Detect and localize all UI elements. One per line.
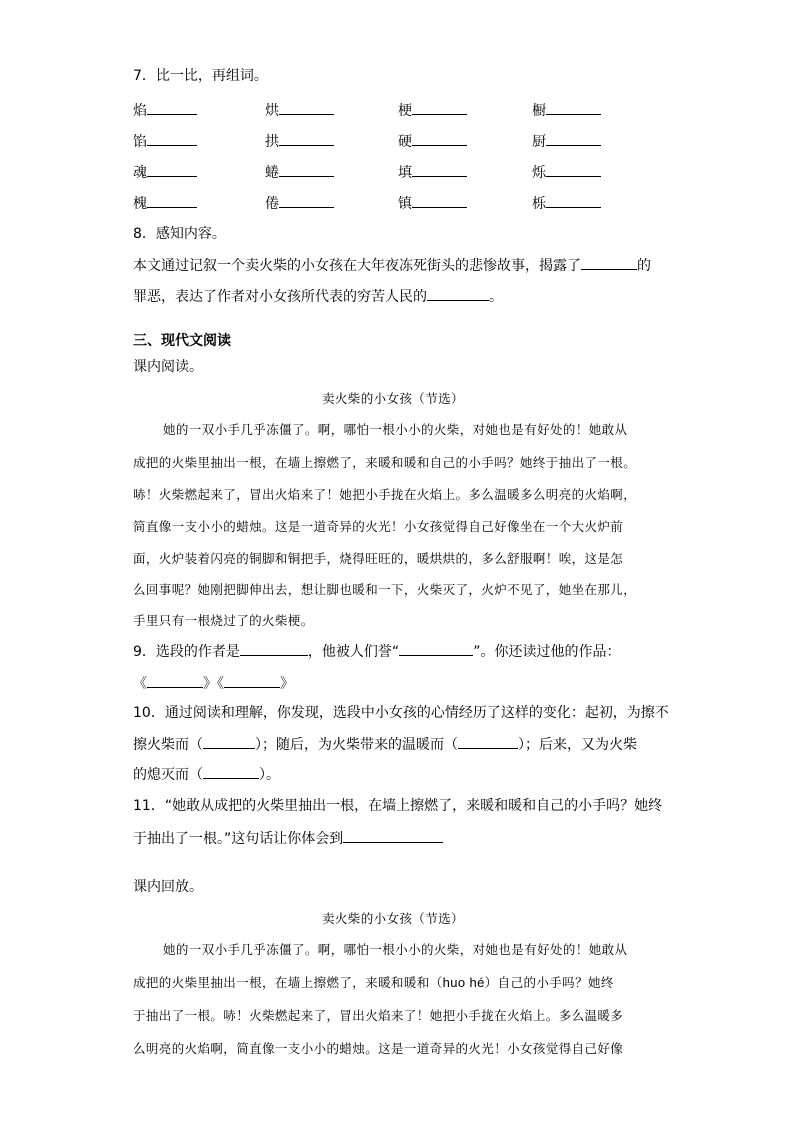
- answer-blank[interactable]: [412, 131, 467, 146]
- q8-line1: 本文通过记叙一个卖火柴的小女孩在大年夜冻死街头的悲惨故事，揭露了 的: [133, 255, 651, 276]
- passage-line: 么回事呢？她刚把脚伸出去，想让脚也暖和一下，火柴灭了，火炉不见了，她坐在那儿，: [133, 582, 637, 597]
- answer-blank[interactable]: [147, 162, 197, 177]
- answer-blank[interactable]: [546, 131, 601, 146]
- section-subheading: 课内阅读。: [133, 359, 203, 375]
- answer-blank[interactable]: [343, 828, 443, 843]
- section-heading: 三、现代文阅读: [133, 333, 231, 349]
- passage-line: 手里只有一根烧过了的火柴梗。: [133, 613, 314, 628]
- q10-line2: 擦火柴而（ ）；随后，为火柴带来的温暖而（ ）；后来，又为火柴: [133, 734, 637, 755]
- section-subheading: 课内回放。: [133, 879, 203, 895]
- q7-item: 魂: [133, 162, 197, 183]
- q10-line1: 10．通过阅读和理解，你发现，选段中小女孩的心情经历了这样的变化：起初，为擦不: [133, 705, 669, 721]
- q11-line1: 11．“她敢从成把的火柴里抽出一根，在墙上擦燃了，来暖和暖和自己的小手吗？她终: [133, 798, 663, 814]
- answer-blank[interactable]: [279, 131, 334, 146]
- passage-line: 面，火炉装着闪亮的铜脚和铜把手，烧得旺旺的，暖烘烘的，多么舒服啊！唉，这是怎: [133, 551, 624, 566]
- q7-item: 槐: [133, 193, 197, 214]
- answer-blank[interactable]: [224, 673, 280, 688]
- q7-item: 烘: [265, 100, 334, 121]
- answer-blank[interactable]: [147, 100, 197, 115]
- answer-blank[interactable]: [279, 193, 334, 208]
- answer-blank[interactable]: [412, 193, 467, 208]
- answer-blank[interactable]: [279, 100, 334, 115]
- q7-item: 镇: [398, 193, 467, 214]
- passage-line: 成把的火柴里抽出一根，在墙上擦燃了，来暖和暖和自己的小手吗？她终于抽出了一根。: [133, 455, 637, 470]
- answer-blank[interactable]: [203, 764, 259, 779]
- answer-blank[interactable]: [240, 641, 308, 656]
- passage-line: 她的一双小手几乎冻僵了。啊，哪怕一根小小的火柴，对她也是有好处的！她敢从: [163, 942, 628, 957]
- q7-item: 填: [398, 162, 467, 183]
- passage-line: 简直像一支小小的蜡烛。这是一道奇异的火光！小女孩觉得自己好像坐在一个大火炉前: [133, 519, 624, 534]
- passage-line: 哧！火柴燃起来了，冒出火焰来了！她把小手拢在火焰上。多么温暖多么明亮的火焰啊，: [133, 487, 637, 502]
- q11-line2: 于抽出了一根。”这句话让你体会到: [133, 828, 443, 849]
- q7-item: 馅: [133, 131, 197, 152]
- q7-item: 拱: [265, 131, 334, 152]
- answer-blank[interactable]: [399, 641, 473, 656]
- q8-line2: 罪恶，表达了作者对小女孩所代表的穷苦人民的 。: [133, 286, 503, 307]
- q7-item: 橱: [532, 100, 601, 121]
- passage-line: 她的一双小手几乎冻僵了。啊，哪怕一根小小的火柴，对她也是有好处的！她敢从: [163, 422, 628, 437]
- q10-line3: 的熄灭而（ ）。: [133, 764, 280, 785]
- q7-item: 焰: [133, 100, 197, 121]
- q7-item: 烁: [532, 162, 601, 183]
- answer-blank[interactable]: [203, 734, 255, 749]
- q7-item: 蜷: [265, 162, 334, 183]
- passage-title: 卖火柴的小女孩（节选）: [322, 911, 464, 926]
- answer-blank[interactable]: [581, 255, 637, 270]
- answer-blank[interactable]: [546, 162, 601, 177]
- q7-item: 栎: [532, 193, 601, 214]
- passage-line: 成把的火柴里抽出一根，在墙上擦燃了，来暖和暖和（huo hé）自己的小手吗？她终: [133, 975, 614, 990]
- passage-line: 于抽出了一根。哧！火柴燃起来了，冒出火焰来了！她把小手拢在火焰上。多么温暖多: [133, 1008, 624, 1023]
- pinyin: huo hé: [442, 975, 485, 990]
- passage-title: 卖火柴的小女孩（节选）: [322, 391, 464, 406]
- passage-line: 么明亮的火焰啊，简直像一支小小的蜡烛。这是一道奇异的火光！小女孩觉得自己好像: [133, 1041, 624, 1056]
- q7-title: 7．比一比，再组词。: [133, 68, 268, 84]
- answer-blank[interactable]: [546, 100, 601, 115]
- answer-blank[interactable]: [147, 193, 197, 208]
- q7-item: 梗: [398, 100, 467, 121]
- q9-line1: 9．选段的作者是 ，他被人们誉“ ”。你还读过他的作品：: [133, 641, 620, 662]
- answer-blank[interactable]: [546, 193, 601, 208]
- answer-blank[interactable]: [427, 286, 489, 301]
- q7-item: 厨: [532, 131, 601, 152]
- answer-blank[interactable]: [458, 734, 518, 749]
- answer-blank[interactable]: [412, 100, 467, 115]
- q7-item: 倦: [265, 193, 334, 214]
- answer-blank[interactable]: [279, 162, 334, 177]
- answer-blank[interactable]: [412, 162, 467, 177]
- answer-blank[interactable]: [147, 673, 203, 688]
- q7-item: 硬: [398, 131, 467, 152]
- answer-blank[interactable]: [147, 131, 197, 146]
- q9-line2: 《 》《 》: [133, 673, 294, 694]
- q8-title: 8．感知内容。: [133, 226, 226, 242]
